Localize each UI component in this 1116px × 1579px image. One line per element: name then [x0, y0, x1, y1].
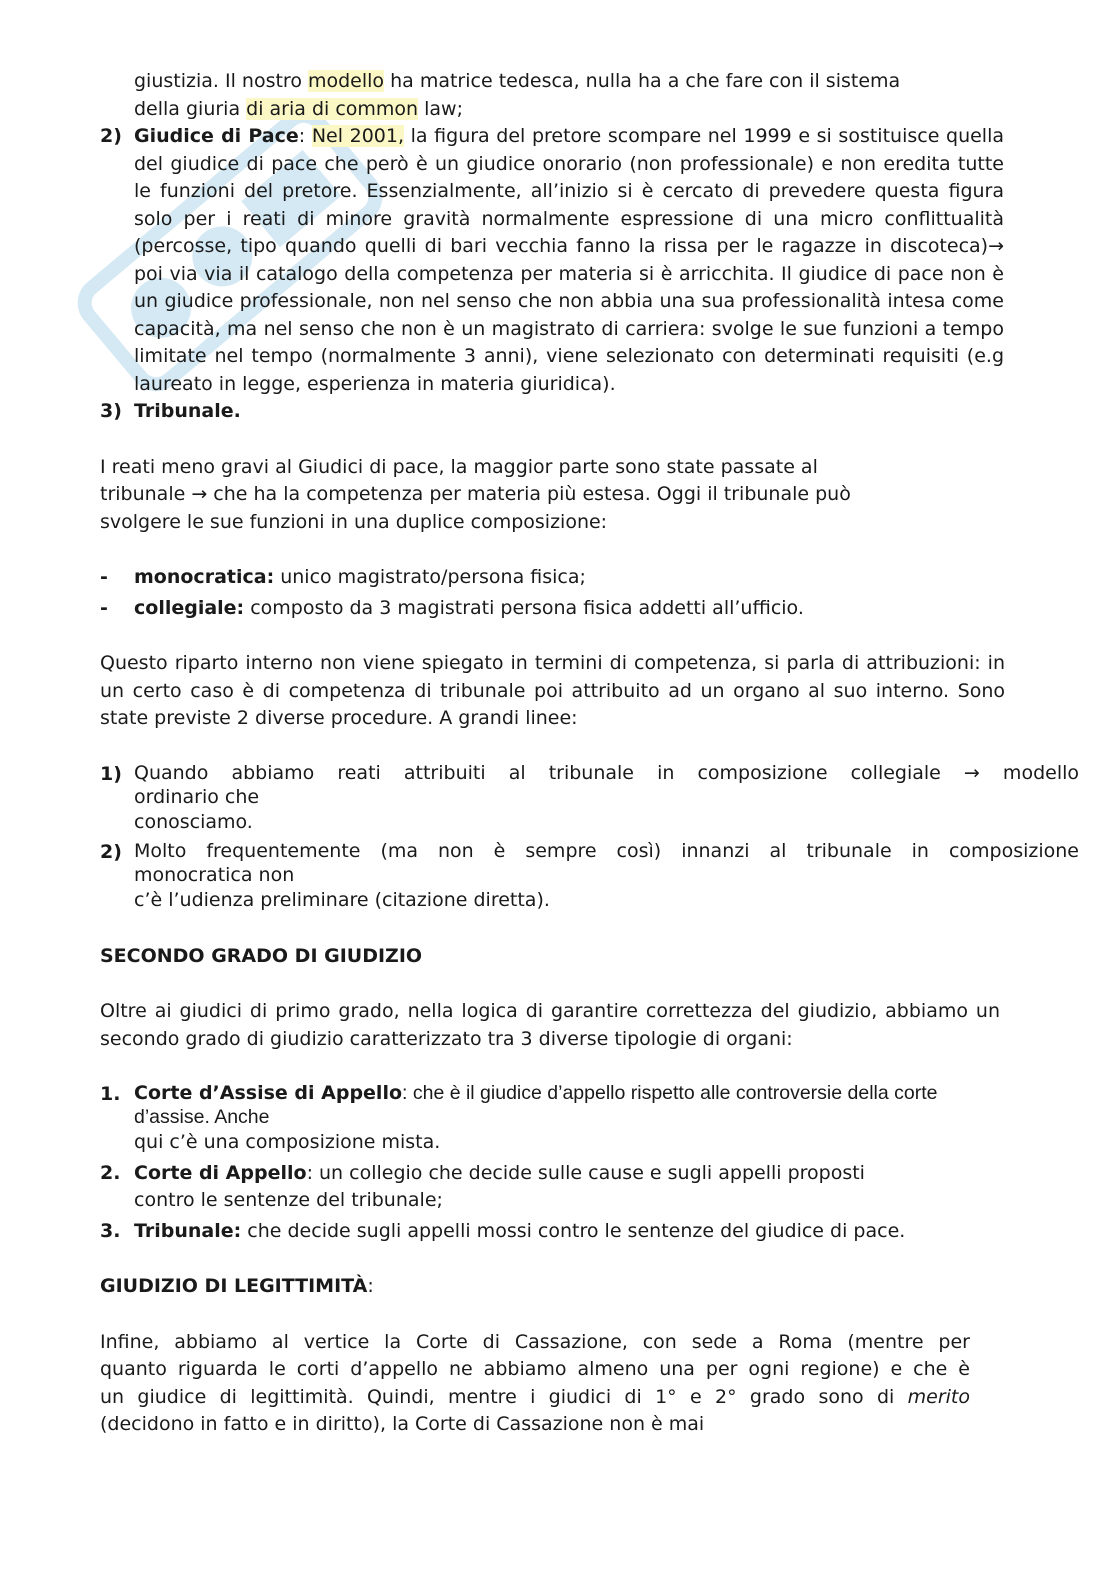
heading-secondo-grado: SECONDO GRADO DI GIUDIZIO — [100, 944, 423, 967]
list-item-giudice-di-pace: 2) Giudice di Pace: Nel 2001, la figura del pretore scompare nel 1999 e si sostituisce quella del giudice di pace che però è un giudice onorario (non professionale) e non eredita tutte le funzioni del pretore. Essenzialmente, all’inizio si è cercato di prevedere questa figura solo per i reati di minore gravità normalmente espressione di una micro conflittualità (percosse, tipo quando quelli di bari vecchia fanno la rissa per le ragazze in discoteca)→ poi via via il catalogo della competenza per materia si è arricchita. Il giudice di pace non è un giudice professionale, non nel senso che non abbia una sua professionalità intesa come capacità, ma nel senso che non è un magistrato di carriera: svolge le sue funzioni a tempo limitate nel tempo (normalmente 3 anni), viene selezionato con determinati requisiti (e.g laureato in legge, esperienza in materia giuridica). — [100, 125, 1004, 395]
paragraph-riparto: Questo riparto interno non viene spiegato in termini di competenza, si parla di attribuzioni: in un certo caso è di competenza di tribunale poi attribuito ad un organo al suo interno. Sono state previste 2 diverse procedure. A grandi linee: — [100, 652, 1005, 729]
paragraph-cassazione: Infine, abbiamo al vertice la Corte di Cassazione, con sede a Roma (mentre per quanto riguarda le corti d’appello ne abbiamo almeno una per ogni regione) e che è un giudice di legittimità. Quindi, mentre i giudici di 1° e 2° grado sono di merito (decidono in fatto e in diritto), la Corte di Cassazione non è mai — [100, 1330, 970, 1435]
list-item-tribunale-appello: 3. Tribunale: che decide sugli appelli mossi contro le sentenze del giudice di pace. — [100, 1219, 906, 1242]
list-item-monocratica: - monocratica: unico magistrato/persona fisica; — [100, 566, 586, 588]
list-item-tribunale: 3) Tribunale. — [100, 400, 241, 422]
list-item-collegiale: - collegiale: composto da 3 magistrati persona fisica addetti all’ufficio. — [100, 596, 804, 619]
intro-continuation: giustizia. Il nostro modello ha matrice tedesca, nulla ha a che fare con il sistema della giuria di aria di common law; — [134, 70, 901, 120]
list-item-procedura-1: 1) Quando abbiamo reati attribuiti al tribunale in composizione collegiale → modello ordinario che conosciamo. — [100, 761, 1079, 833]
heading-legittimita: GIUDIZIO DI LEGITTIMITÀ: — [100, 1275, 374, 1297]
paragraph-reati: I reati meno gravi al Giudici di pace, la maggior parte sono state passate al tribunale → che ha la competenza per materia più estesa. Oggi il tribunale può svolgere le sue funzioni in una duplice composizione: — [100, 455, 851, 533]
paragraph-secondo-grado: Oltre ai giudici di primo grado, nella logica di garantire correttezza del giudizio, abbiamo un secondo grado di giudizio caratterizzato tra 3 diverse tipologie di organi: — [100, 1000, 1000, 1050]
list-item-procedura-2: 2) Molto frequentemente (ma non è sempre così) innanzi al tribunale in composizione monocratica non c’è l’udienza preliminare (citazione diretta). — [100, 840, 1079, 911]
document-body — [100, 68, 1079, 1439]
list-item-corte-di-appello: 2. Corte di Appello: un collegio che decide sulle cause e sugli appelli proposti contro le sentenze del tribunale; — [100, 1161, 865, 1211]
list-item-corte-assise-appello: 1. Corte d’Assise di Appello: che è il giudice d’appello rispetto alle controversie della corte d’assise. Anche qui c’è una composizione mista. — [100, 1082, 938, 1153]
